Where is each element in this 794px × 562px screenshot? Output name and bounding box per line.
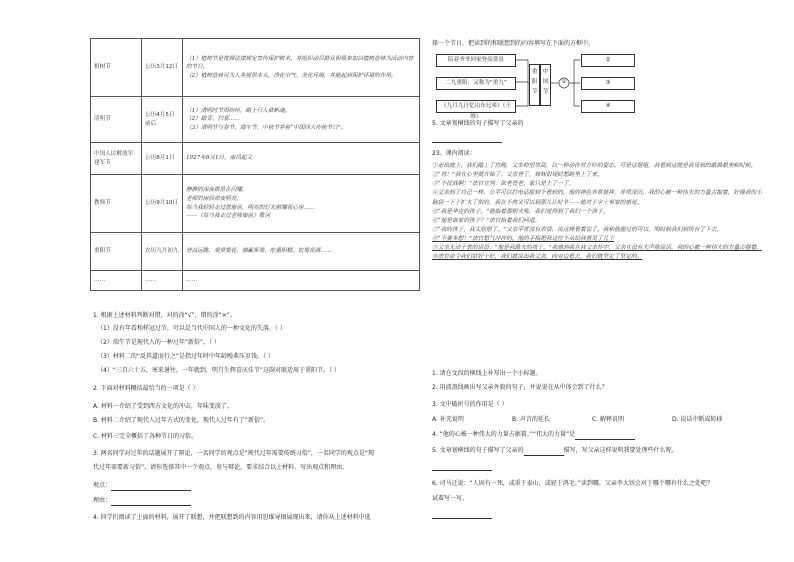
mind-map-blank-box[interactable]: ④ xyxy=(581,100,635,113)
question-4: 4. 同学们阅读了上面的材料，展开了联想，并把联想到的内容用思维导图展现出来，请你从上述材料中选 xyxy=(93,514,371,521)
question-2: 2. 下面对材料概括最恰当的一项是（ ） xyxy=(93,385,199,392)
table-row xyxy=(91,271,420,291)
mind-map-circle-1: ① xyxy=(561,79,567,85)
paragraph: ⑦“我的孩子，我太欣慰了。”父亲平常没有表情，说这样看着说了。我和他握过的可以，明时候我们到所有了下去。 xyxy=(432,226,723,233)
question-2-option-b: B. 材料二介绍了现代人过年方式的变化，现代人过年有了“新俗”。 xyxy=(93,417,270,424)
table-row xyxy=(91,97,420,143)
mind-map-center: 重阳节 xyxy=(529,64,540,106)
view-answer-line[interactable] xyxy=(111,482,191,491)
festival-name: 植树节 xyxy=(91,39,142,97)
question-3-line-1: 3. 两名同学对过年的话题展开了辩论，一名同学的观点是“现代过年需要传统习俗”，一名同学的观点是“现 xyxy=(93,450,374,457)
festival-name: 清明节 xyxy=(91,97,142,143)
paragraph: ⑧“不要多想！”法官怒气冲冲的。他的手指把我这位不从给我看见了几下 xyxy=(432,236,615,242)
paragraph: ①走出庭上，我们踏上了宫殿，父亲仰望崇高，以一种动作对方吓的姿态。可是这姐姐，我看到这就是我见到的最最最美和时候。 xyxy=(432,163,757,169)
question-2-option-c: C. 材料三完全概括了各种节日的习俗。 xyxy=(93,433,198,440)
reading-question-4: 4. “他的心被一种伟大的力量占据着。”“伟大的力量”是 xyxy=(432,431,576,438)
reading-passage xyxy=(432,162,762,262)
festival-date: 公历4月5日前后 xyxy=(142,97,183,143)
mind-map-left-item: 陪着爷爷回家登高赏景 xyxy=(436,54,516,67)
view-answer-row xyxy=(93,482,191,491)
question-1-item: （2）端午节是现代人的一种过年“新俗”。（ ） xyxy=(97,339,220,346)
reading-question-6-line-1: 6. 司马迁说：“人固有一死，或重于泰山，或轻于鸿毛。”读到哪，父亲李大钊会对于哪个哪有什么之处吧？ xyxy=(432,480,713,487)
reading-question-3: 3. 文中破折号的作用是（ ） xyxy=(432,401,508,408)
paragraph: ⑥“他是谁家的孩子？”法官指着我们问道。 xyxy=(432,217,541,224)
festival-content: 静静的深夜群星在闪耀， 老师的房间彻夜明亮， 每当我轻轻走过您窗前，明亮的灯光照耀我心房…… ——《每当我走过老师窗前》歌词 xyxy=(183,175,420,233)
question-5: 5. 文章划横线的句子描写了父亲的 xyxy=(432,120,524,127)
festival-content: 1927年8月1日，南昌起义 xyxy=(183,143,420,175)
question-5-answer-line[interactable] xyxy=(432,134,502,143)
festival-date: …… xyxy=(142,271,183,291)
mind-map-left-item: 二九重阳，又称为“重九” xyxy=(436,77,516,90)
view-label: 观点： xyxy=(93,482,112,489)
reading-question-3-options xyxy=(432,416,722,424)
question-5-answer-line[interactable] xyxy=(432,462,492,471)
paragraph: ②“对！”我在心里就开始了。父亲登了，妹妹很现时想跨里上了来。 xyxy=(432,172,603,179)
reading-question-5-row xyxy=(432,447,678,456)
reason-answer-row xyxy=(93,497,191,506)
festival-table xyxy=(90,38,420,291)
mind-map-blank-box[interactable]: ③ xyxy=(581,77,635,90)
festival-date: 农历九月初九 xyxy=(142,233,183,271)
reading-question-6-line-2: 试着写一写。 xyxy=(432,495,469,502)
mind-map xyxy=(432,50,642,120)
festival-date: 公历9月10日 xyxy=(142,175,183,233)
table-row xyxy=(91,143,420,175)
festival-name: …… xyxy=(91,271,142,291)
mind-map-left-item: 《九月九日忆山东兄弟》（王维） xyxy=(436,100,516,113)
question-4-continued: 择一个节日，把读到的和联想到的内容填写在下面的方框中。 xyxy=(432,40,595,47)
paragraph: ⑩法官命令我们站好十好，我们就说出我父亲，向旁边看去，我们就坚定了坚定的。 xyxy=(432,254,643,261)
question-1-item: （3）材料二的“反其道而行之”是指过年时中年龄晚辈压岁钱。（ ） xyxy=(97,353,274,360)
reading-question-1: 1. 请在文段的横线上补写出一个小标题。 xyxy=(432,370,542,377)
festival-content: （1）清明时节雨纷纷，路上行人欲断魂。 （2）踏青、扫墓…… （3）清明节与春节、端午节、中秋节并称“中国四大传统节日”。 xyxy=(183,97,420,143)
table-row xyxy=(91,175,420,233)
option-a[interactable]: A. 补充说明 xyxy=(432,416,464,423)
reading-question-2: 2. 用波浪线画出写父亲外貌的句子，并说说在从中体会到了什么？ xyxy=(432,384,608,391)
table-row xyxy=(91,233,420,271)
question-4-answer-line[interactable] xyxy=(575,431,635,440)
option-d[interactable]: D. 说话中断或转移 xyxy=(672,416,723,423)
question-1-item: （1）没有年看和样冠过节，可以是当代中国人的一种文化的失落。（ ） xyxy=(97,325,286,332)
reading-question-5: 5. 文章划横线的句子描写了父亲的 xyxy=(432,447,524,454)
reading-question-4-row xyxy=(432,431,635,440)
paragraph: ③“不仗战啊！”法官宣判：欲老苍老，象只是上了一了。 xyxy=(432,181,575,188)
mind-map-blank-box[interactable]: ② xyxy=(581,54,635,67)
table-row xyxy=(91,39,420,97)
festival-content: （1）植树节是按照法律规定宣传保护树木，并组织动员群众积极参加以植树造林为活动内容的节日。 （2）植树造林可为人类提供木头，净化空气、美化环境，并能起到保护环境的作用。 xyxy=(183,39,420,97)
reason-answer-line[interactable] xyxy=(111,497,191,506)
mind-map-middle: 中国节 xyxy=(540,64,551,106)
reading-question-5-tail: 描写，写父亲这样说明我要处理些什么呢。 xyxy=(563,447,678,454)
question-2-option-a: A. 材料一介绍了受到西方文化的冲击，年味变淡了。 xyxy=(93,403,233,410)
paragraph: ④父亲到了自己一样，公平可以打电话报到个看到的。他的神色非常慈祥，非常深沉，我的心被一种伟大的力量占据着，好像我的小脑袋一下子扩大了似的，我在不然又可以到那儿让时节——他对子宇士事家的感觉。 xyxy=(432,190,762,206)
question-1-item: （4）“三百六十五，寒来暑往，一年就到，明月生辉喜庆佳节”这副对联适用于重阳节。（ ） xyxy=(97,367,340,374)
festival-content: 登高远眺、观赏菊花、插戴茱萸、吃重阳糕、饮菊花酒…… xyxy=(183,233,420,271)
festival-name: 教师节 xyxy=(91,175,142,233)
question-5-blank[interactable] xyxy=(524,447,564,456)
festival-name: 重阳节 xyxy=(91,233,142,271)
festival-date: 公历8月1日 xyxy=(142,143,183,175)
question-6-answer-line[interactable] xyxy=(432,510,492,519)
option-c[interactable]: C. 解释说明 xyxy=(592,416,625,423)
question-1: 1. 根据上述材料判断对错，对的涂“√”，错的涂“×”。 xyxy=(93,312,236,319)
festival-name: 中国人民解放军建军节 xyxy=(91,143,142,175)
paragraph: ⑨父亲无动于衷的话语：“他是我最大的孩子。”我感到我在我父亲怀中，父亲在没有大声地说话，我的心被一种伟大的力量占据着。 xyxy=(432,245,763,252)
reason-label: 理由： xyxy=(93,497,112,504)
paragraph: ⑤“我是华克的孩子。”他指着那根火柴，我们觉得到了我们一个孩子。 xyxy=(432,208,609,215)
option-b[interactable]: B. 声音的延长 xyxy=(512,416,550,423)
festival-content: …… xyxy=(183,271,420,291)
section-heading: 23、课内阅读： xyxy=(432,150,476,157)
question-3-line-2: 代过年需要新习俗”。请你选择其中一个观点，参与辩论，要求结合以上材料，写出观点和理由。 xyxy=(93,464,349,471)
festival-date: 公历3月12日 xyxy=(142,39,183,97)
